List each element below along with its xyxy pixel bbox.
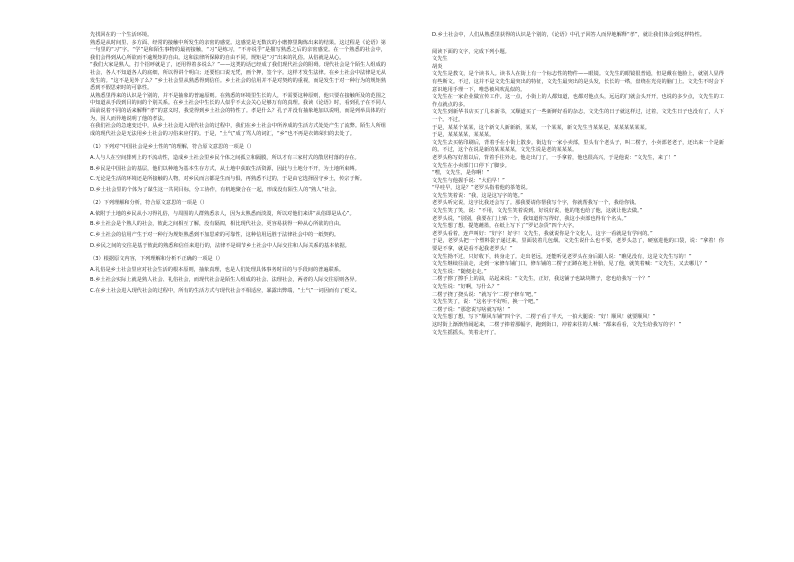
story-paragraph: 二楞子挠了挠头说：“就写个‘二楞子修车’吧。”: [432, 291, 537, 298]
story-paragraph: 文先生去买帖印刷后，背着手在小街上散步。街边有一家小卖部，里头有个老头子，叫二楞子，小卖部老老子，还出来一个是新的。不过，这个在说是新的某某某某，文先生说是老的某某某。: [432, 139, 724, 154]
paragraph: 先找回在的一个生活环境。: [90, 32, 153, 38]
question-3-option-a: A.礼俗是乡土社会里应对社会生活的根本原则，抽象真理，也是人们处理具体事务时目的与手段间的普遍联系。: [90, 266, 345, 273]
question-1-option-c: C.无论是生活的环境还是所接触的人物，对乡民而言都是生而与俱，再熟悉不过的，于是由它选择固守乡土，传宗于斯。: [90, 176, 366, 183]
story-paragraph: “嘿，文先生，是你啊！”: [432, 170, 490, 177]
story-title: 文先生: [432, 56, 448, 63]
story-paragraph: 老罗头说，“别别，我要在门上贴一个，我知道你写得好，我这小卖部也得有个名头。”: [432, 215, 627, 222]
paragraph: 在我们社会的急速变迁中，从乡土社会进入现代社会的过程中，我们在乡土社会中所养成的生活方式处处产生了流弊。陌生人所组成的现代社会是无法用乡土社会的习俗来应付的。于是，“土气”成了骂人的词汇，“乡”也不再是衣锦荣归的去处了。: [90, 123, 386, 137]
story-paragraph: 文先生说：“随便走走。”: [432, 268, 487, 275]
story-paragraph: 于是，某某某某，某某某。: [432, 132, 495, 139]
story-paragraph: 文先生说：“好啊，写什么？”: [432, 284, 500, 290]
question-1-option-d: D.乡土社会里的个体为了谋生这一共同目标，分工协作，有机地聚合在一起，形成没有陌生人的“熟人”社会。: [90, 186, 340, 193]
story-paragraph: 文先生拗不过，只好收下，转身走了。走出老远，还能听见老罗头在身后跟人说：“瞧见没有，这是文先生写的！”: [432, 253, 692, 260]
question-1-stem: （1）下列对“中国社会是乡土性的”的理解，符合原文意思的一项是（）: [90, 144, 255, 151]
story-paragraph: 文先生笑了笑，说：“不用，文先生笑着说到，好说好说，他的笔也给了他，这就让他去做。”: [432, 208, 643, 215]
question-1-option-b: B.乡民是中国社会的基层，他们以种地为基本生存方式，从土地中获取生活资源，因此与土地分不开，为土地所束缚。: [90, 165, 360, 172]
question-3-option-c: C.在乡土社会进入现代社会的过程中，所有的生活方式与现代社会不相适应，暴露出弊端，“土气”一词因而有了贬义。: [90, 288, 361, 295]
story-paragraph: 文先生笑了，说：“这名字不好听，换一个吧。”: [432, 299, 539, 306]
story-paragraph: 老罗头称写好墨以后，背着手往外走。他走出门了，一手拿着，他也很高兴，于是他说：“文先生，来了！”: [432, 154, 677, 161]
story-author: 胡炎: [432, 63, 443, 70]
story-paragraph: 文先生在一家企业做宣传工作。这一点，小街上的人都知道，也都对他点头，远远的门就会头开开，也说的多少点，文先生的工作点就点的多。: [432, 94, 724, 108]
story-paragraph: 文先生继续往前走，走到一家修车铺门口。修车铺的二楞子正蹲在地上补胎，见了他，就笑着喊：“文先生，又去哪儿？”: [432, 261, 708, 268]
question-1-option-a: A.人与人在空间排列上的不流动性，造成乡土社会里乡民个体之间孤立和隔膜，所以才有三家村式的散居村落的存在。: [90, 154, 360, 161]
story-paragraph: 老罗头听完说，这字比我还会写了。那我要请你帮我写个字，你就帮我写一个，我给你钱。: [432, 200, 640, 207]
story-paragraph: 文先生想了想，写下“顺风车铺”四个字。二楞子看了半天，一拍大腿说：“好！顺风！就要顺风！”: [432, 314, 656, 321]
question-3-option-b: B.乡土社会实际上就是熟人社会、礼俗社会，而现代社会是陌生人组成的社会、法理社会，两者的人际交往原则各异。: [90, 277, 360, 284]
story-paragraph: 文先生在小卖部门口停下了脚步。: [432, 162, 510, 169]
paragraph: “我们大家是熟人，打个招呼就是了，还用得着多说么？”——这类的话已经成了我们现代社会的阻碍。现代社会是个陌生人组成的社会，各人不知道各人的底细，所以得讲个明白；还要怕口说无凭，画个押，签个字。这样才发生法律。在乡土社会中法律是无从发生的。“这不是见外了么？”乡土社会里从熟悉得到信任。乡土社会的信用并不是对契约的重视，而是发生于对一种行为的规矩熟悉到不假思索时的可靠性。: [90, 62, 386, 92]
story-body: [432, 71, 724, 337]
question-2-option-b: B.乡土社会是个熟人的社会，彼此之间相互了解，没有隔阂，相比现代社会，更容易获得一种从心所欲的自由。: [90, 221, 345, 228]
story-paragraph: 文先生是教文，是个读书人。读书人在街上有一个标志性的物件——眼镜。文先生的眼镜很普通，但是戴在他脸上，就别人显得有些斯文。不过，这并不是文先生最突出的特征，文先生最突出的是头发，长长的一绺，盘绕在光亮的脑门上。文先生不时会下意识地用手理一下，唯恐被风吹乱似的。: [432, 71, 724, 93]
story-paragraph: 于是，老罗头把一个塑料袋子递过来，里面装着几包烟。文先生说什么也不要，老罗头急了，硬塞进他的口袋，说：“拿着！你要是不拿，就是看不起我老罗头！”: [432, 238, 724, 253]
question-3-option-d: D.乡土社会中，人们从熟悉里获得的认识是个别的，《论语》中孔子回答人而异地解释“孝”，就让我们体会到这样特性。: [432, 32, 705, 38]
story-paragraph: 文先生到新华书店买了几本新书，又顺道买了一些新鲜好看的杂志，文先生的日子就这样过，过着，文先生日子也没有了，人下一个。不过。: [432, 109, 724, 123]
story-paragraph: 文先生摇摇头，笑着走开了。: [432, 329, 500, 336]
story-paragraph: 文先生与他握手说：“大伯早！”: [432, 177, 505, 184]
question-2-option-a: A.依附于土地的乡民从小习得礼俗，与周围的人群熟悉亲人，因为太熟悉而淡漠，所以对他们来讲“从俗即是从心”。: [90, 210, 355, 217]
left-column: [90, 32, 386, 296]
paragraph: 从熟悉里得来的认识是个别的，并不是抽象的普遍原则。在熟悉的环境里生长的人，不需要这种原则，他只要在接触所及的范围之中知道从手段到目的间的个别关系。在乡土社会中生长的人似乎不太会关心足够万有的真理。我读《论语》时，看到孔子在不同人面前说着不同的话来解释“孝”的意义时，我觉得到乡土社会的特性了。孝是什么？孔子并没有抽象地加以说明，而是列举具体的行为，因人而异地说明了他的孝法。: [90, 92, 386, 122]
story-paragraph: 老罗头看着，连声叫好：“好字！好字！文先生，我就说你是个文化人，这字一看就是有学问的。”: [432, 230, 653, 237]
question-3-stem: （3）根据原文内容，下列理解和分析不正确的一项是（）: [90, 256, 223, 263]
paragraph: 熟悉是从时间里、多方面、经常的接触中所发生的亲密的感觉。这感觉是无数次的小磨擦里陶炼出来的结果。这过程是《论语》第一句里的“习”字。“学”是和陌生事物的最初接触，“习”是练习，“不亦说乎”是描写熟悉之后的亲密感觉。在一个熟悉的社会中，我们会得到从心所欲而不逾规矩的自由。这和法律所保障的自由不同。规矩是“习”出来的礼俗。从俗就是从心。: [90, 39, 386, 61]
story-paragraph: 二楞子说：“那您说写啥就写啥！”: [432, 306, 511, 313]
reading-instruction: 阅读下面的文字，完成下列小题。: [432, 48, 510, 55]
story-paragraph: 文先生笑着说：“我，这是这写字的笔。”: [432, 192, 523, 199]
story-paragraph: 文先生想了想，提笔蘸墨，在纸上写下了“罗记杂货”四个大字。: [432, 223, 578, 230]
story-paragraph: 于是，某某个某某，这个新文人新新新，某某，一个某某，新文先生当某某是，某某某某某某。: [432, 124, 650, 131]
right-column: [432, 32, 724, 337]
question-2-stem: （2）下列理解和分析，符合原文意思的一项是（）: [90, 200, 208, 207]
story-paragraph: 这时街上渐渐热闹起来，二楞子捧着那幅字，跑到街口，冲着来往的人喊：“都来看看，文先生给我写的字！”: [432, 321, 682, 328]
story-paragraph: “早哇早，这是？”老罗头指着他的茶笔说。: [432, 185, 531, 192]
question-2-option-c: C.乡土社会的信用产生于对一种行为规矩熟悉到不加思索的可靠性，这种信用远胜于法律社会中的一纸契约。: [90, 232, 340, 239]
question-2-option-d: D.乡民之间的交往是基于彼此的熟悉和信任来进行的，法律不是调节乡土社会中人际交往和人际关系的基本依据。: [90, 242, 350, 249]
story-paragraph: 二楞子擦了擦手上的油，站起来说：“文先生，正好，我这铺子也缺块牌子，您也给我写一个？”: [432, 276, 651, 283]
